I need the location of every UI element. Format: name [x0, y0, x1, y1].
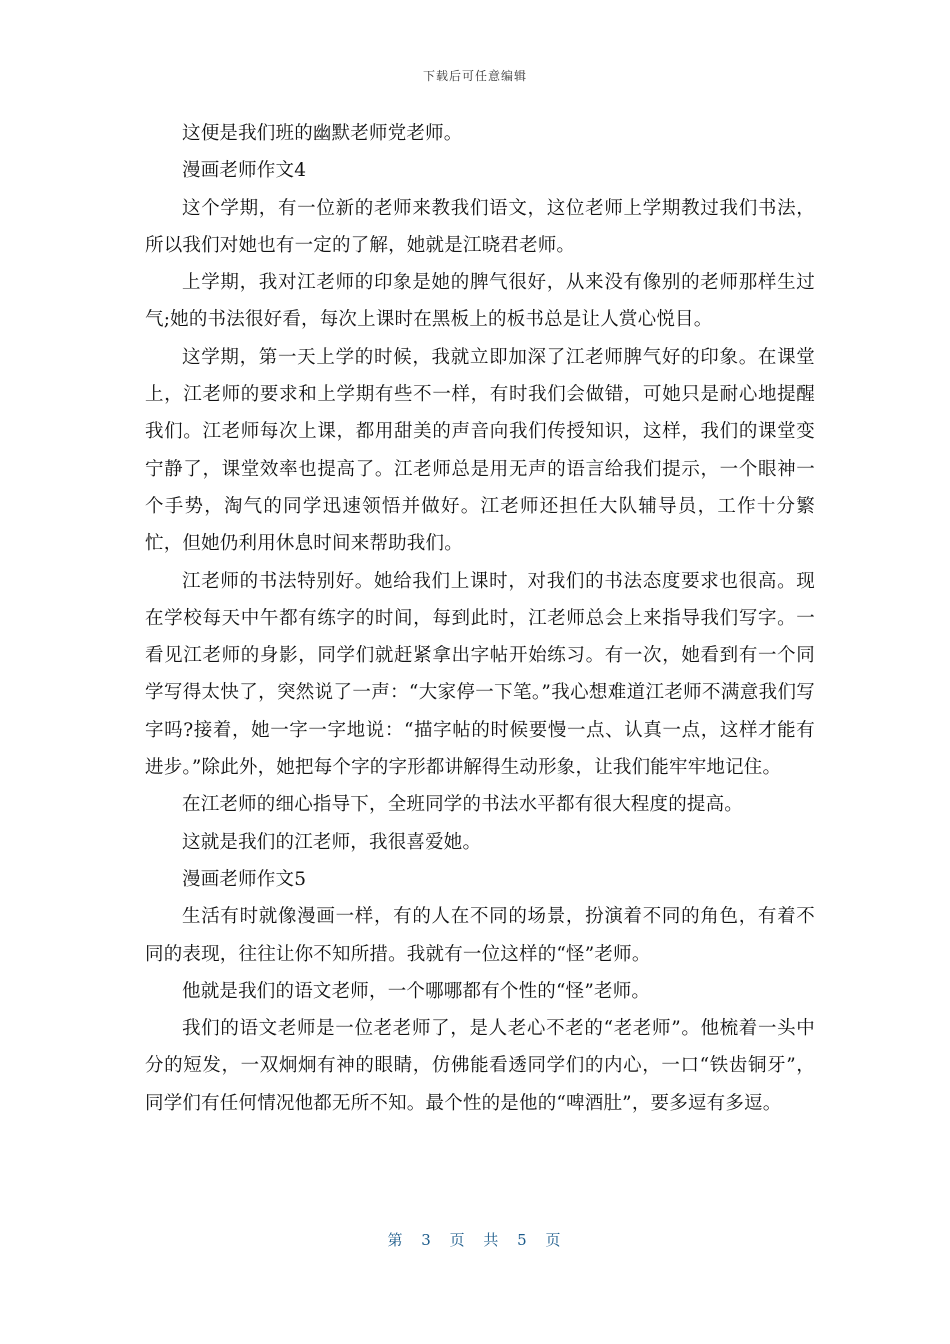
paragraph: 生活有时就像漫画一样，有的人在不同的场景，扮演着不同的角色，有着不同的表现，往往让你不知所措。我就有一位这样的“怪”老师。 — [145, 906, 815, 965]
paragraph: 这学期，第一天上学的时候，我就立即加深了江老师脾气好的印象。在课堂上，江老师的要求和上学期有些不一样，有时我们会做错，可她只是耐心地提醒我们。江老师每次上课，都用甜美的声音向我们传授知识，这样，我们的课堂变宁静了，课堂效率也提高了。江老师总是用无声的语言给我们提示，一个眼神一个手势，淘气的同学迅速领悟并做好。江老师还担任大队辅导员，工作十分繁忙，但她仍利用休息时间来帮助我们。 — [145, 346, 815, 555]
paragraph: 他就是我们的语文老师，一个哪哪都有个性的“怪”老师。 — [182, 980, 651, 1002]
paragraph: 这就是我们的江老师，我很喜爱她。 — [182, 831, 482, 853]
paragraph: 上学期，我对江老师的印象是她的脾气很好，从来没有像别的老师那样生过气;她的书法很好看，每次上课时在黑板上的板书总是让人赏心悦目。 — [145, 272, 815, 331]
paragraph: 在江老师的细心指导下，全班同学的书法水平都有很大程度的提高。 — [182, 794, 744, 816]
section-title: 漫画老师作文4 — [182, 160, 307, 182]
header-note: 下载后可任意编辑 — [422, 69, 527, 83]
document-body — [145, 115, 815, 1122]
paragraph: 这便是我们班的幽默老师党老师。 — [182, 123, 463, 144]
paragraph: 我们的语文老师是一位老老师了，是人老心不老的“老老师”。他梳着一头中分的短发，一双炯炯有神的眼睛，仿佛能看透同学们的内心，一口“铁齿铜牙”，同学们有任何情况他都无所不知。最个性的是他的“啤酒肚”，要多逗有多逗。 — [145, 1018, 815, 1114]
section-title: 漫画老师作文5 — [182, 868, 307, 890]
page-number: 第 3 页 共 5 页 — [387, 1231, 563, 1249]
paragraph: 这个学期，有一位新的老师来教我们语文，这位老师上学期教过我们书法，所以我们对她也有一定的了解，她就是江晓君老师。 — [145, 197, 815, 256]
paragraph: 江老师的书法特别好。她给我们上课时，对我们的书法态度要求也很高。现在学校每天中午都有练字的时间，每到此时，江老师总会上来指导我们写字。一看见江老师的身影，同学们就赶紧拿出字帖开始练习。有一次，她看到有一个同学写得太快了，突然说了一声：“大家停一下笔。”我心想难道江老师不满意我们写字吗?接着，她一字一字地说：“描字帖的时候要慢一点、认真一点，这样才能有进步。”除此外，她把每个字的字形都讲解得生动形象，让我们能牢牢地记住。 — [145, 570, 815, 779]
